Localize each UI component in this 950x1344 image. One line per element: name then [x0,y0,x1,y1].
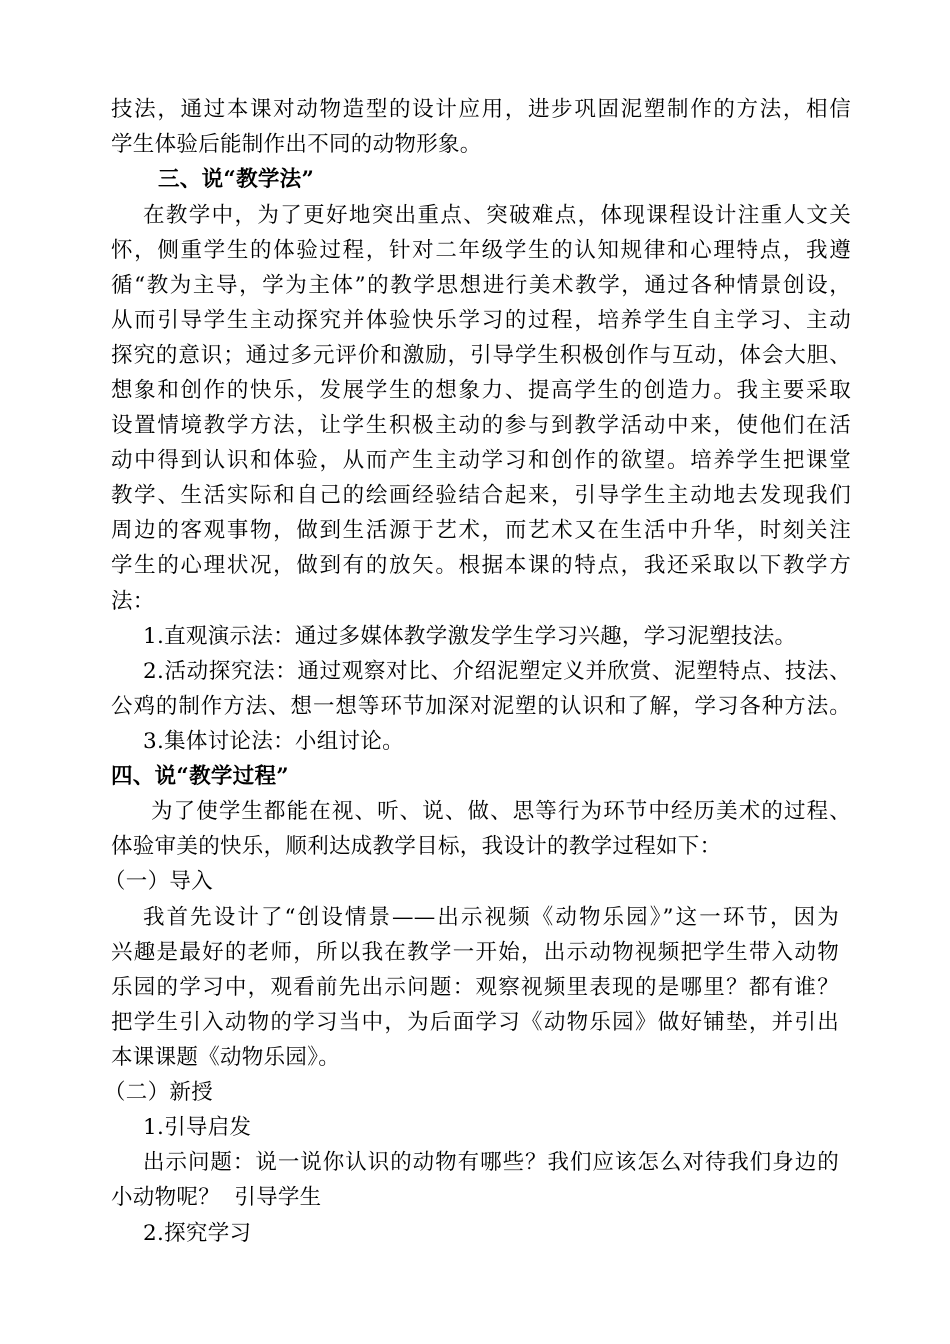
section-heading-teaching-method: 三、说“教学法” [158,167,315,192]
text-line: 兴趣是最好的老师，所以我在教学一开始，出示动物视频把学生带入动物 [111,940,839,965]
list-item: 1.直观演示法：通过多媒体教学激发学生学习兴趣，学习泥塑技法。 [143,624,797,649]
text-line: 把学生引入动物的学习当中，为后面学习《动物乐园》做好铺垫，并引出 [111,1010,839,1035]
text-line: 在教学中，为了更好地突出重点、突破难点，体现课程设计注重人文关 [143,203,851,228]
text-line: 从而引导学生主动探究并体验快乐学习的过程，培养学生自主学习、主动 [111,308,851,333]
list-item: 2.活动探究法：通过观察对比、介绍泥塑定义并欣赏、泥塑特点、技法、 [143,659,851,684]
text-line: 教学、生活实际和自己的绘画经验结合起来，引导学生主动地去发现我们 [111,483,851,508]
text-line: 出示问题：说一说你认识的动物有哪些？我们应该怎么对待我们身边的 [143,1150,839,1175]
text-line: 本课课题《动物乐园》。 [111,1045,341,1070]
text-line: 我首先设计了“创设情景——出示视频《动物乐园》”这一环节，因为 [143,905,839,930]
text-line: 怀，侧重学生的体验过程，针对二年级学生的认知规律和心理特点，我遵 [111,238,851,263]
text-line: 循“教为主导，学为主体”的教学思想进行美术教学，通过各种情景创设， [111,273,851,298]
text-line: 学生的心理状况，做到有的放矢。根据本课的特点，我还采取以下教学方 [111,553,851,578]
text-line: 设置情境教学方法，让学生积极主动的参与到教学活动中来，使他们在活 [111,413,851,438]
text-line: 探究的意识；通过多元评价和激励，引导学生积极创作与互动，体会大胆、 [111,343,851,368]
text-line: 周边的客观事物，做到生活源于艺术，而艺术又在生活中升华，时刻关注 [111,518,851,543]
subsection-heading: （二）新授 [104,1080,214,1105]
text-line: 想象和创作的快乐，发展学生的想象力、提高学生的创造力。我主要采取 [111,378,851,403]
section-heading-teaching-process: 四、说“教学过程” [111,764,289,789]
text-line: 小动物呢？ 引导学生 [111,1185,322,1210]
list-item: 3.集体讨论法：小组讨论。 [143,729,404,754]
text-line: 法： [111,589,155,614]
subsection-heading: （一）导入 [104,869,214,894]
list-item: 2.探究学习 [143,1221,252,1246]
text-line: 体验审美的快乐，顺利达成教学目标，我设计的教学过程如下： [111,834,722,859]
text-line: 为了使学生都能在视、听、说、做、思等行为环节中经历美术的过程、 [151,799,851,824]
text-line: 动中得到认识和体验，从而产生主动学习和创作的欲望。培养学生把课堂 [111,448,851,473]
text-line: 技法，通过本课对动物造型的设计应用，进步巩固泥塑制作的方法，相信 [111,97,851,122]
text-line: 乐园的学习中，观看前先出示问题：观察视频里表现的是哪里？都有谁？ [111,975,839,1000]
text-line: 公鸡的制作方法、想一想等环节加深对泥塑的认识和了解，学习各种方法。 [111,694,851,719]
list-item: 1.引导启发 [143,1115,252,1140]
text-line: 学生体验后能制作出不同的动物形象。 [111,132,482,157]
